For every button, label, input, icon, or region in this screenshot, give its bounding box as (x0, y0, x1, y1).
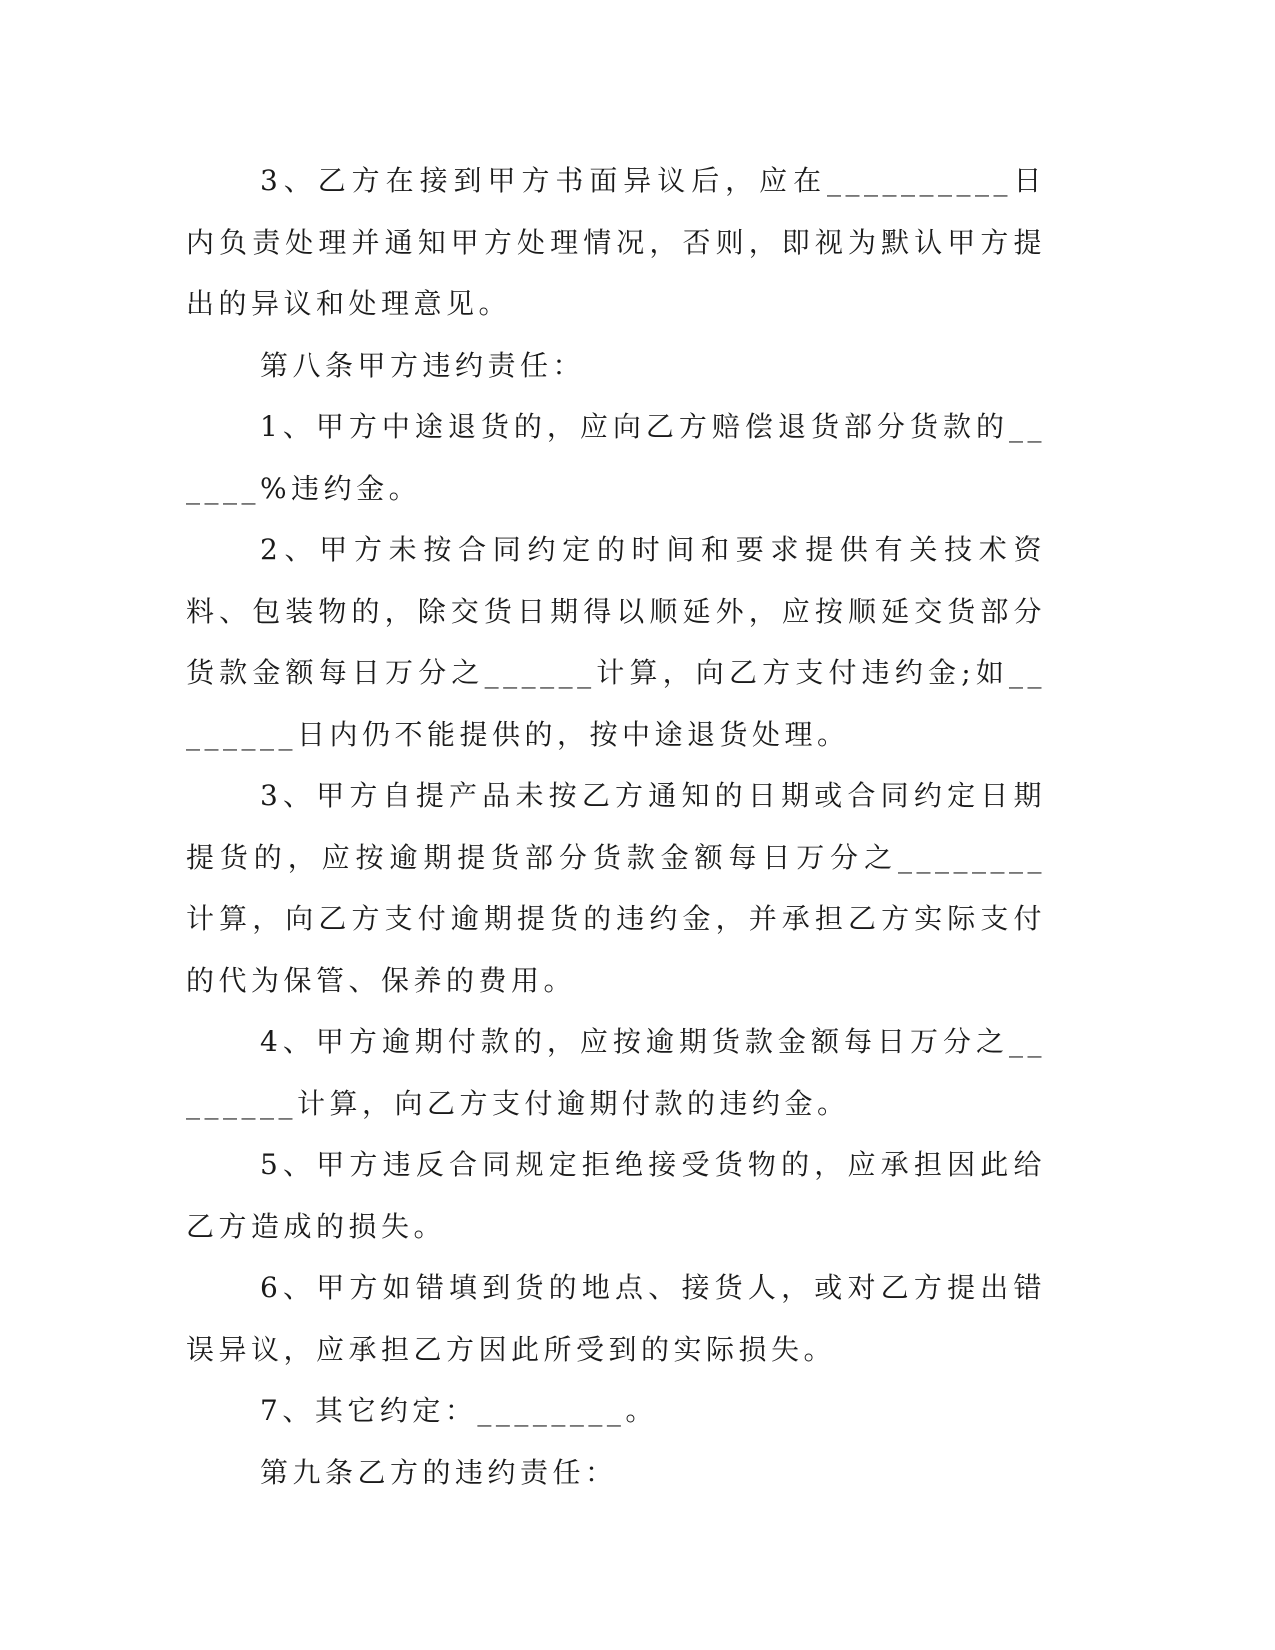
clause-3-self-pickup-delay: 3、甲方自提产品未按乙方通知的日期或合同约定日期提货的，应按逾期提货部分货款金额每日万分之________计算，向乙方支付逾期提货的违约金，并承担乙方实际支付的代为保管、保养的费用。 (186, 779, 1046, 997)
article-8-heading: 第八条甲方违约责任： (260, 348, 586, 382)
clause-7-other-terms: 7、其它约定：________。 (260, 1394, 658, 1427)
clause-1-return-penalty: 1、甲方中途退货的，应向乙方赔偿退货部分货款的______%违约金。 (186, 410, 1046, 505)
clause-4-late-payment: 4、甲方逾期付款的，应按逾期货款金额每日万分之________计算，向乙方支付逾期付款的违约金。 (186, 1025, 1046, 1120)
article-9-heading: 第九条乙方的违约责任： (260, 1455, 618, 1489)
clause-6-wrong-address: 6、甲方如错填到货的地点、接货人，或对乙方提出错误异议，应承担乙方因此所受到的实际损失。 (186, 1271, 1046, 1366)
clause-3-objection-handling: 3、乙方在接到甲方书面异议后，应在__________日内负责处理并通知甲方处理情况，否则，即视为默认甲方提出的异议和处理意见。 (186, 164, 1046, 320)
clause-2-technical-materials: 2、甲方未按合同约定的时间和要求提供有关技术资料、包装物的，除交货日期得以顺延外，应按顺延交货部分货款金额每日万分之______计算，向乙方支付违约金;如________日内仍不能提供的，按中途退货处理。 (186, 533, 1046, 751)
document-page (186, 150, 1046, 1503)
clause-5-refuse-goods: 5、甲方违反合同规定拒绝接受货物的，应承担因此给乙方造成的损失。 (186, 1148, 1046, 1243)
